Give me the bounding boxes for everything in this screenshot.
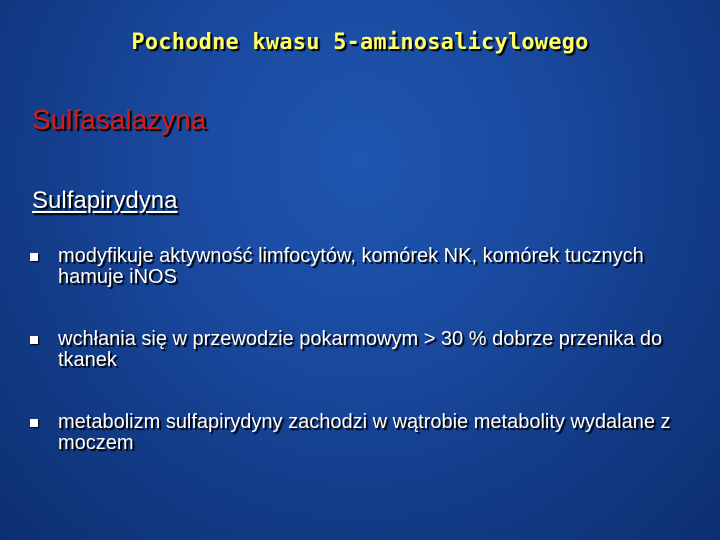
square-bullet-icon xyxy=(30,253,38,261)
slide-title: Pochodne kwasu 5-aminosalicylowego xyxy=(131,30,589,55)
square-bullet-icon xyxy=(30,419,38,427)
bullet-list xyxy=(28,246,688,495)
bullet-item xyxy=(28,246,688,329)
square-bullet-icon xyxy=(30,336,38,344)
subheading-sulfapirydyna: Sulfapirydyna xyxy=(32,187,178,214)
bullet-text: wchłania się w przewodzie pokarmowym > 30 % dobrze przenika do tkanek xyxy=(58,328,663,371)
bullet-text: modyfikuje aktywność limfocytów, komórek NK, komórek tucznych hamuje iNOS xyxy=(58,245,644,288)
heading-sulfasalazyna: Sulfasalazyna xyxy=(32,104,207,135)
bullet-text: metabolizm sulfapirydyny zachodzi w wątrobie metabolity wydalane z moczem xyxy=(58,411,671,454)
bullet-item xyxy=(28,329,688,412)
bullet-item xyxy=(28,412,688,495)
